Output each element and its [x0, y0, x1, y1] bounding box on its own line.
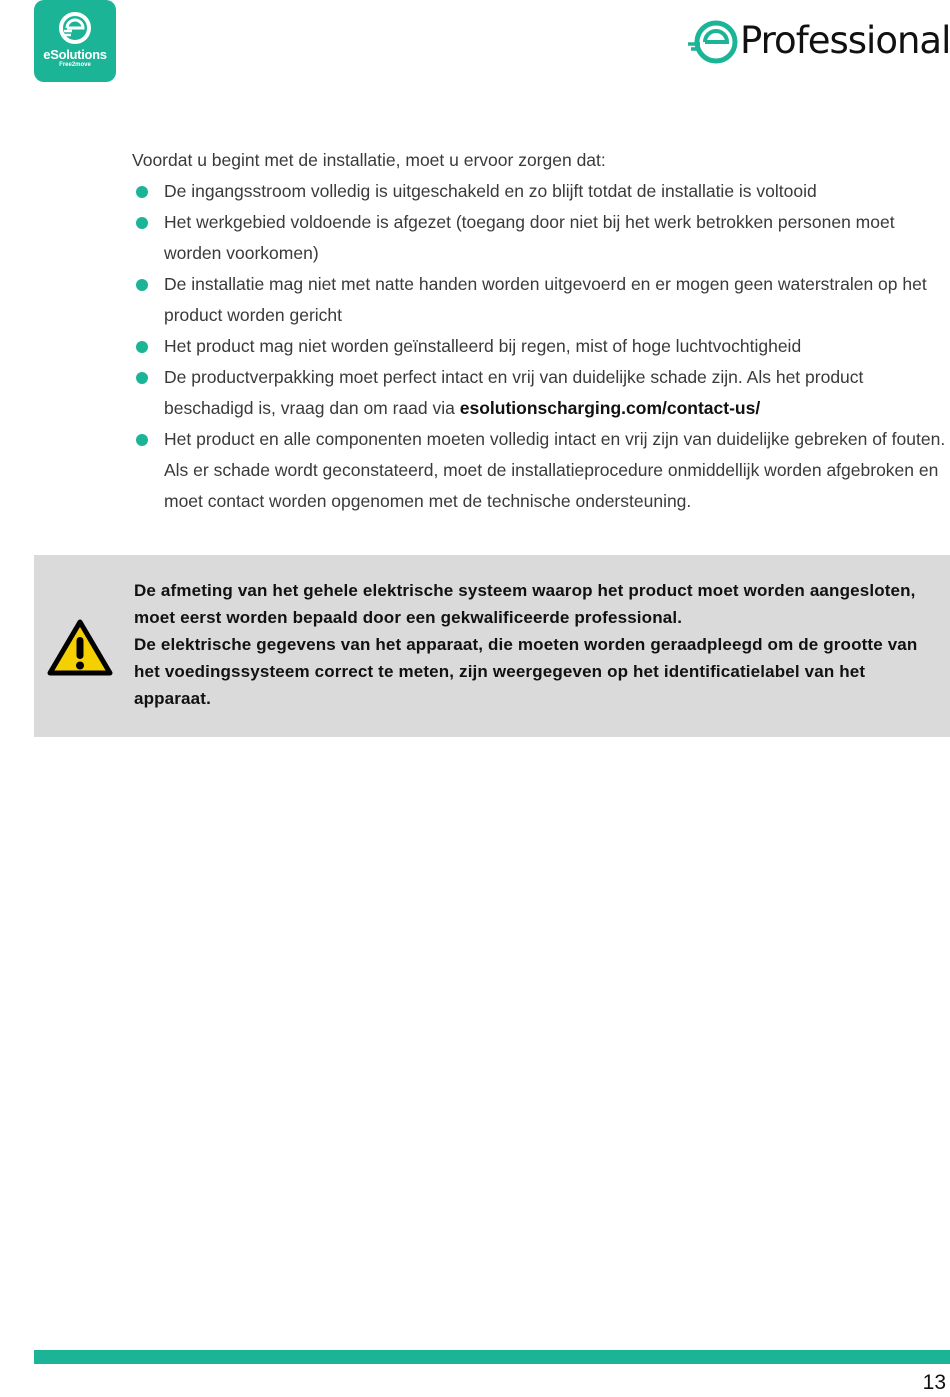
support-link[interactable]: esolutionscharging.com/contact-us/ — [459, 398, 761, 418]
warning-paragraph: De afmeting van het gehele elektrische systeem waarop het product moet worden aangesloten, moet eerst worden bepaald door een gekwalificeerde professional. — [134, 581, 916, 627]
intro-text: Voordat u begint met de installatie, moet u ervoor zorgen dat: — [132, 150, 606, 170]
list-item-text: Het product en alle componenten moeten volledig intact en vrij zijn van duidelijke gebreken of fouten. Als er schade wordt geconstateerd, moet de installatieprocedure onmiddellijk worden afgebroken en moet contact worden opgenomen met de technische ondersteuning. — [164, 429, 946, 511]
list-item — [132, 362, 950, 424]
bullet-icon — [136, 186, 148, 198]
warning-paragraph: De elektrische gegevens van het apparaat, die moeten worden geraadpleegd om de grootte van het voedingssysteem correct te meten, zijn weergegeven op het identificatielabel van het apparaat. — [134, 635, 918, 708]
esolutions-logo — [34, 0, 116, 82]
page-number: 13 — [922, 1371, 946, 1394]
warning-triangle-icon — [47, 618, 113, 676]
brand-tagline: Free2move — [59, 62, 91, 68]
eprofessional-logo — [686, 16, 950, 68]
footer-bar — [34, 1350, 950, 1364]
warning-text — [134, 577, 934, 712]
list-item-text: De installatie mag niet met natte handen worden uitgevoerd en er mogen geen waterstralen op het product worden gericht — [164, 274, 927, 325]
list-item — [132, 424, 950, 517]
bullet-icon — [136, 372, 148, 384]
logo-wordmark: Professional — [740, 19, 950, 62]
list-item — [132, 207, 950, 269]
warning-box — [34, 555, 950, 737]
bullet-icon — [136, 279, 148, 291]
list-item — [132, 269, 950, 331]
list-item-text: De productverpakking moet perfect intact en vrij van duidelijke schade zijn. Als het product beschadigd is, vraag dan om raad via — [164, 367, 864, 418]
bullet-icon — [136, 434, 148, 446]
list-item — [132, 331, 950, 362]
list-item-text: Het product mag niet worden geïnstalleerd bij regen, mist of hoge luchtvochtigheid — [164, 336, 802, 356]
requirements-list — [132, 176, 950, 517]
installation-prerequisites — [132, 145, 950, 517]
list-item-text: Het werkgebied voldoende is afgezet (toegang door niet bij het werk betrokken personen moet worden voorkomen) — [164, 212, 895, 263]
bullet-icon — [136, 217, 148, 229]
e-plug-icon — [34, 10, 116, 46]
list-item — [132, 176, 950, 207]
bullet-icon — [136, 341, 148, 353]
e-plug-logo-icon — [686, 18, 742, 66]
brand-name: eSolutions — [43, 47, 107, 62]
list-item-text: De ingangsstroom volledig is uitgeschakeld en zo blijft totdat de installatie is voltooid — [164, 181, 817, 201]
